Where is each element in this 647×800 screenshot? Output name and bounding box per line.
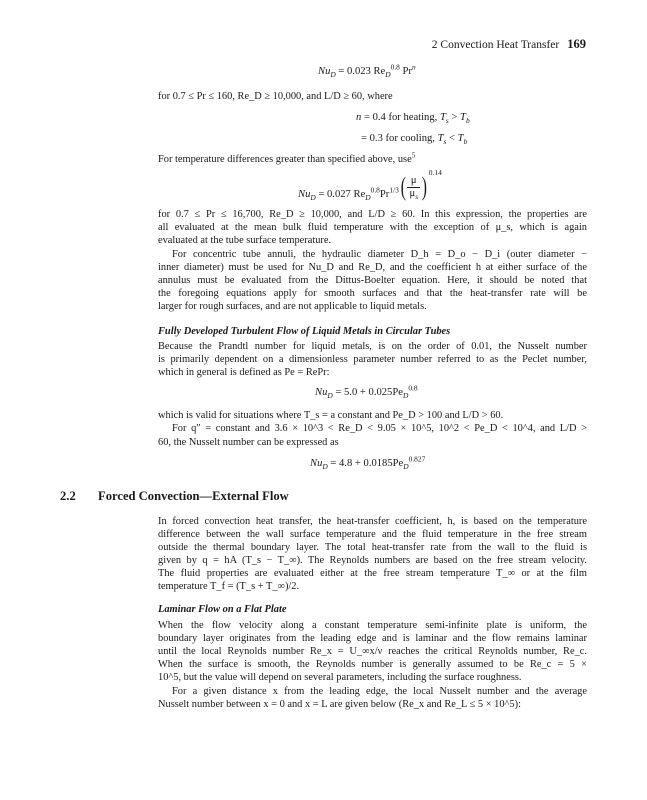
equation-sieder-tate: $Nu_D = 0.027$ $Re_D^{0.8}Pr^{1/3}$( μ $\mu_s$ ) $^{0.14}$	[298, 167, 442, 203]
para8-line-2: Nusselt number between x = 0 and x = L are given below (Re_x and Re_L ≤ 5 × 10^5):	[158, 699, 521, 710]
para3-line-3: which in general is defined as Pe = RePr:	[158, 367, 330, 378]
para1-line-2: all evaluated at the mean bulk fluid temperature with the exception of μ_s, which is again	[158, 222, 587, 233]
para2-line-4: the foregoing equations apply for smooth surfaces and that the heat-transfer rate will be	[158, 288, 587, 299]
para6-line-2: difference between the wall surface temperature and the fluid temperature in the free stream	[158, 529, 587, 540]
para3-line-2: is primarily dependent on a dimensionless parameter number referred to as the Peclet number,	[158, 354, 587, 365]
section-number: 2.2	[60, 489, 76, 503]
subsection-heading-flat-plate: Laminar Flow on a Flat Plate	[158, 604, 287, 615]
equation-dittus-boelter: $Nu_D = 0.023$ $Re_D^{0.8}$ Pr$^n$	[318, 62, 416, 80]
equation-liquid-metal-2: $Nu_D = 4.8 + 0.0185Pe_D^{0.827}$	[310, 454, 426, 472]
para2-line-2: inner diameter) must be used for Nu_D and Re_D, and the coefficient h at either surface of the	[158, 262, 587, 273]
section-heading	[60, 489, 289, 504]
para7-line-4: When the surface is smooth, the Reynolds number is generally assumed to be Re_c = 5 ×	[158, 659, 587, 670]
para7-line-2: boundary layer originates from the leading edge and is laminar and the flow remains laminar	[158, 633, 587, 644]
para2-line-3: annulus must be evaluated from the Dittus-Boelter equation. Here, it should be noted that	[158, 275, 587, 286]
page-number: 169	[567, 37, 586, 51]
equation-n-heating: n = 0.4 for heating, $T_s > T_b$	[356, 112, 470, 126]
equation-n-cooling: = 0.3 for cooling, $T_s < T_b$	[361, 133, 468, 147]
condition-line-1: for 0.7 ≤ Pr ≤ 160, Re_D ≥ 10,000, and L/D ≥ 60, where	[158, 91, 393, 102]
para2-line-1: For concentric tube annuli, the hydraulic diameter D_h = D_o − D_i (outer diameter −	[172, 249, 587, 260]
para1-line-3: evaluated at the tube surface temperature.	[158, 235, 332, 246]
para5-line-2: 60, the Nusselt number can be expressed as	[158, 437, 339, 448]
para7-line-1: When the flow velocity along a constant temperature semi-infinite plate is uniform, the	[158, 620, 587, 631]
running-header	[432, 37, 586, 52]
para7-line-3: until the local Reynolds number Re_x = U_∞x/ν reaches the critical Reynolds number, Re_c.	[158, 646, 587, 657]
para1-line-1: for 0.7 ≤ Pr ≤ 16,700, Re_D ≥ 10,000, and L/D ≥ 60. In this expression, the properties are	[158, 209, 587, 220]
para7-line-5: 10^5, but the value will depend on several parameters, including the surface roughness.	[158, 672, 522, 683]
para4-line: which is valid for situations where T_s = a constant and Pe_D > 100 and L/D > 60.	[158, 410, 504, 421]
chapter-title: 2 Convection Heat Transfer	[431, 39, 560, 51]
para2-line-5: larger for rough surfaces, and are not applicable to liquid metals.	[158, 301, 427, 312]
para8-line-1: For a given distance x from the leading edge, the local Nusselt number and the average	[172, 686, 587, 697]
para6-line-3: outside the thermal boundary layer. The total heat-transfer rate from the wall to the fluid is	[158, 542, 587, 553]
para6-line-1: In forced convection heat transfer, the heat-transfer coefficient, h, is based on the temperature	[158, 516, 587, 527]
para6-line-5: The fluid properties are evaluated either at the free stream temperature T_∞ or at the film	[158, 568, 587, 579]
para6-line-6: temperature T_f = (T_s + T_∞)/2.	[158, 581, 300, 592]
para6-line-4: given by q = hA (T_s − T_∞). The Reynolds numbers are based on the free stream velocity.	[158, 555, 587, 566]
para3-line-1: Because the Prandtl number for liquid metals, is on the order of 0.01, the Nusselt number	[158, 341, 587, 352]
subsection-heading-liquid-metals: Fully Developed Turbulent Flow of Liquid Metals in Circular Tubes	[158, 326, 451, 337]
section-title: Forced Convection—External Flow	[98, 489, 289, 503]
use-line: For temperature differences greater than specified above, use$^5$	[158, 151, 416, 165]
para5-line-1: For q″ = constant and 3.6 × 10^3 < Re_D < 9.05 × 10^5, 10^2 < Pe_D < 10^4, and L/D >	[172, 423, 587, 434]
equation-liquid-metal-1: $Nu_D = 5.0 + 0.025Pe_D^{0.8}$	[315, 383, 418, 401]
